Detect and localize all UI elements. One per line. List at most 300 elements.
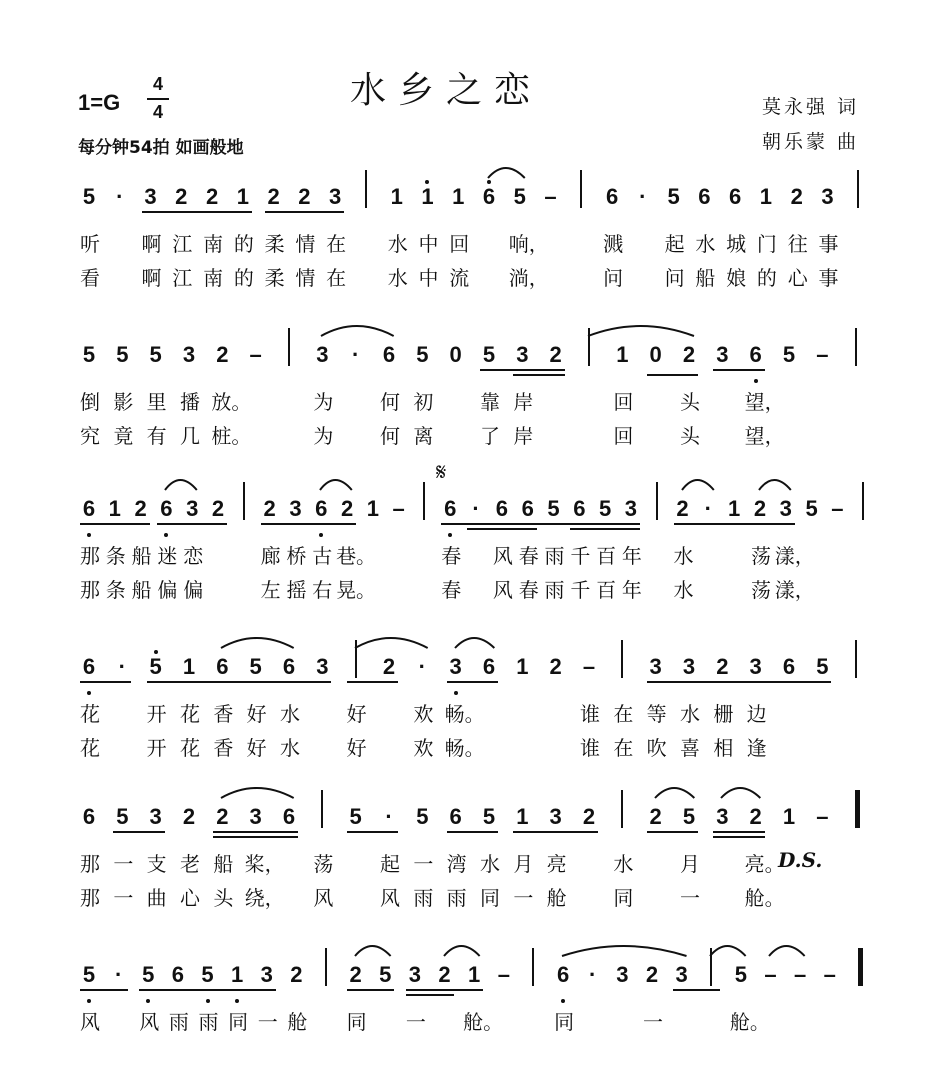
augmentation-dot: ·	[118, 654, 126, 679]
lyric-syllable: 月	[680, 852, 700, 876]
lyric-syllable: 船	[213, 852, 234, 876]
lyric-syllable: 何	[380, 390, 400, 414]
note: 3	[749, 654, 762, 679]
lyric-syllable: 南	[203, 232, 224, 256]
eighth-underline	[647, 681, 832, 683]
lyric-syllable: 花	[180, 736, 200, 760]
lyric-syllable: 水	[673, 578, 694, 602]
note: 1	[516, 654, 529, 679]
note: 5	[805, 496, 818, 521]
note: 6	[573, 496, 586, 521]
note: 5	[149, 654, 162, 679]
lyric-syllable: 水	[613, 852, 634, 876]
eighth-underline	[139, 989, 276, 991]
note: 6	[729, 184, 742, 209]
extension-dash: –	[249, 342, 262, 367]
lyric-syllable: 雨	[446, 886, 467, 910]
lyric-syllable: 香	[213, 702, 234, 726]
lyric-syllable: 恋	[183, 544, 204, 568]
lyric-syllable: 南	[203, 266, 224, 290]
lyric-syllable: 水	[280, 736, 300, 760]
lyric-syllable: 一	[257, 1010, 278, 1034]
note: 5	[116, 804, 129, 829]
lyric-syllable: 初	[413, 390, 434, 414]
lyric-syllable: 谁	[580, 702, 600, 726]
lyric-syllable: 迷	[157, 544, 178, 568]
tie-slur	[219, 784, 298, 800]
lyric-syllable: 岸	[513, 390, 534, 414]
lyric-syllable: 事	[818, 232, 839, 256]
lyric-syllable: 娘	[726, 266, 747, 290]
final-barline	[858, 948, 863, 986]
note: 3	[516, 342, 529, 367]
lyric-syllable: 边	[746, 702, 767, 726]
tempo-marking: 每分钟54拍 如画般地	[78, 138, 244, 158]
extension-dash: –	[392, 496, 405, 521]
note: 5	[547, 496, 560, 521]
lyric-syllable: 门	[756, 232, 777, 256]
note: 1	[108, 496, 121, 521]
tie-slur	[163, 476, 201, 492]
lyric-syllable: 倒	[80, 390, 100, 414]
lower-octave-dot	[454, 691, 458, 695]
barline	[621, 790, 623, 828]
lyric-syllable: 那	[80, 852, 100, 876]
note: 6	[521, 496, 534, 521]
lyric-syllable: 回	[613, 390, 634, 414]
note: 6	[444, 496, 457, 521]
note: 3	[316, 654, 329, 679]
lyric-syllable: 水	[680, 702, 700, 726]
lyric-syllable: 竟	[113, 424, 134, 448]
note: 1	[452, 184, 465, 209]
lyrics-verse-2	[72, 420, 892, 446]
note: 2	[649, 804, 662, 829]
lyric-syllable: 好	[246, 736, 267, 760]
note: 3	[186, 496, 199, 521]
lyrics-verse-2	[72, 574, 892, 600]
note: 3	[716, 804, 729, 829]
lyric-syllable: 城	[726, 232, 747, 256]
eighth-underline	[713, 831, 764, 833]
note: 5	[349, 804, 362, 829]
tie-slur	[708, 942, 750, 958]
note: 5	[667, 184, 680, 209]
note: 5	[249, 654, 262, 679]
note: 2	[216, 342, 229, 367]
song-title: 水乡之恋	[350, 70, 543, 111]
sixteenth-underline	[467, 528, 537, 530]
lyric-syllable: 偏	[183, 578, 204, 602]
lyric-syllable: 何	[380, 424, 400, 448]
lyric-syllable: 老	[180, 852, 200, 876]
note: 2	[382, 654, 396, 679]
lyric-syllable: 望，	[744, 390, 785, 414]
lyric-syllable: 回	[449, 232, 470, 256]
lyric-syllable: 春	[518, 544, 539, 568]
lyric-syllable: 船	[131, 578, 152, 602]
augmentation-dot: ·	[589, 962, 597, 987]
note: 1	[182, 654, 196, 679]
lyric-syllable: 巷。	[336, 544, 377, 568]
lyric-syllable: 溅	[603, 232, 624, 256]
lyric-syllable: 开	[146, 702, 167, 726]
lyric-syllable: 年	[621, 544, 642, 568]
lyric-syllable: 同	[554, 1010, 575, 1034]
note: 5	[142, 962, 155, 987]
note: 2	[267, 184, 280, 209]
augmentation-dot: ·	[385, 804, 393, 829]
notation-line	[72, 958, 892, 998]
lyric-syllable: 欢	[413, 736, 434, 760]
notation-line	[72, 180, 892, 220]
eighth-underline	[647, 831, 698, 833]
extension-dash: –	[764, 962, 777, 987]
note: 6	[82, 496, 96, 521]
lyric-syllable: 的	[233, 266, 254, 290]
note: 6	[160, 496, 173, 521]
lyric-syllable: 支	[146, 852, 167, 876]
eighth-underline	[213, 831, 298, 833]
note: 2	[549, 342, 562, 367]
lyric-syllable: 在	[326, 232, 347, 256]
lyric-syllable: 事	[818, 266, 839, 290]
lyric-syllable: 舱	[546, 886, 567, 910]
lyric-syllable: 风	[380, 886, 400, 910]
lyric-syllable: 春	[518, 578, 539, 602]
tie-slur	[653, 784, 698, 800]
note: 2	[438, 962, 451, 987]
lyric-syllable: 影	[113, 390, 134, 414]
note: 6	[782, 654, 796, 679]
eighth-underline	[441, 523, 640, 525]
lyric-syllable: 雨	[544, 578, 565, 602]
lyric-syllable: 晃。	[336, 578, 377, 602]
barline	[365, 170, 367, 208]
lyric-syllable: 同	[613, 886, 634, 910]
lyric-syllable: 吹	[646, 736, 667, 760]
note: 1	[468, 962, 481, 987]
lyric-syllable: 播	[180, 390, 200, 414]
note: 1	[231, 962, 244, 987]
tie-slur	[353, 634, 432, 650]
lyric-syllable: 月	[513, 852, 534, 876]
note: 5	[734, 962, 747, 987]
tie-slur	[442, 942, 484, 958]
lyric-syllable: 好	[346, 702, 367, 726]
note: 5	[82, 184, 96, 209]
note: 3	[149, 804, 162, 829]
note: 6	[282, 804, 296, 829]
lyric-syllable: 喜	[680, 736, 700, 760]
lyric-syllable: 舱。	[744, 886, 785, 910]
note: 5	[416, 804, 429, 829]
barline	[325, 948, 327, 986]
note: 2	[340, 496, 354, 521]
note: 2	[175, 184, 188, 209]
lyric-syllable: 亮	[546, 852, 567, 876]
note: 3	[260, 962, 273, 987]
dal-segno-mark: D.S.	[778, 848, 823, 872]
note: 2	[211, 496, 225, 521]
sixteenth-underline	[213, 836, 298, 838]
barline	[656, 482, 658, 520]
sixteenth-underline	[713, 836, 764, 838]
augmentation-dot: ·	[472, 496, 480, 521]
tie-slur	[680, 476, 718, 492]
lyric-syllable: 摇	[286, 578, 307, 602]
eighth-underline	[347, 989, 395, 991]
lyric-syllable: 偏	[157, 578, 178, 602]
lyric-syllable: 一	[113, 852, 134, 876]
note: 2	[263, 496, 276, 521]
lyric-syllable: 头	[680, 390, 700, 414]
lyric-syllable: 岸	[513, 424, 534, 448]
note: 6	[315, 496, 328, 521]
augmentation-dot: ·	[418, 654, 426, 679]
lyric-syllable: 心	[180, 886, 200, 910]
lyric-syllable: 桩。	[211, 424, 252, 448]
lyric-syllable: 回	[613, 424, 634, 448]
lyric-syllable: 荡	[750, 578, 771, 602]
note: 5	[416, 342, 429, 367]
lyric-syllable: 靠	[480, 390, 500, 414]
note: 5	[379, 962, 392, 987]
lyric-syllable: 条	[105, 544, 126, 568]
note: 3	[316, 342, 329, 367]
extension-dash: –	[497, 962, 510, 987]
barline	[621, 640, 623, 678]
lyric-syllable: 水	[695, 232, 716, 256]
lyric-syllable: 离	[413, 424, 434, 448]
note: 0	[649, 342, 662, 367]
sixteenth-underline	[647, 374, 698, 376]
eighth-underline	[157, 523, 227, 525]
note: 1	[516, 804, 529, 829]
eighth-underline	[406, 989, 483, 991]
lyric-syllable: 栅	[713, 702, 734, 726]
lyric-syllable: 一	[642, 1010, 663, 1034]
barline	[243, 482, 245, 520]
lyric-syllable: 头	[680, 424, 700, 448]
lyric-syllable: 畅。	[444, 702, 485, 726]
lyric-syllable: 起	[380, 852, 400, 876]
note: 6	[82, 654, 96, 679]
note: 5	[599, 496, 612, 521]
lyric-syllable: 春	[441, 544, 462, 568]
augmentation-dot: ·	[114, 962, 123, 987]
note: 2	[749, 804, 762, 829]
lyric-syllable: 中	[418, 232, 439, 256]
note: 5	[201, 962, 214, 987]
barline	[855, 640, 857, 678]
note: 2	[134, 496, 147, 521]
note: 3	[249, 804, 262, 829]
lyric-syllable: 雨	[198, 1010, 219, 1034]
upper-octave-dot	[154, 650, 158, 654]
note: 0	[449, 342, 462, 367]
lyric-syllable: 廊	[260, 544, 281, 568]
note: 1	[759, 184, 773, 209]
lyric-syllable: 水	[387, 266, 408, 290]
tie-slur	[757, 476, 795, 492]
sixteenth-underline	[570, 528, 640, 530]
lyric-syllable: 看	[80, 266, 100, 290]
lyric-syllable: 等	[646, 702, 667, 726]
eighth-underline	[172, 211, 252, 213]
lyric-syllable: 听	[80, 232, 100, 256]
lyrics-verse-1	[72, 540, 892, 566]
lower-octave-dot	[146, 999, 150, 1003]
lyric-syllable: 情	[295, 232, 316, 256]
lyric-syllable: 那	[80, 886, 100, 910]
lyric-syllable: 望，	[744, 424, 785, 448]
note: 3	[144, 184, 157, 209]
eighth-underline	[673, 989, 721, 991]
note: 1	[236, 184, 249, 209]
lyric-syllable: 水	[480, 852, 500, 876]
lyric-syllable: 为	[313, 390, 334, 414]
note: 3	[716, 342, 729, 367]
eighth-underline	[265, 211, 345, 213]
note: 1	[390, 184, 403, 209]
extension-dash: –	[582, 654, 596, 679]
note: 3	[616, 962, 629, 987]
barline	[532, 948, 534, 986]
lyric-syllable: 舱	[287, 1010, 308, 1034]
eighth-underline	[347, 681, 398, 683]
note: 5	[149, 342, 162, 367]
note: 6	[482, 654, 496, 679]
lyric-syllable: 放。	[211, 390, 252, 414]
tie-slur	[319, 322, 398, 338]
extension-dash: –	[544, 184, 557, 209]
lyric-syllable: 好	[346, 736, 367, 760]
note: 5	[682, 804, 696, 829]
note: 3	[449, 654, 462, 679]
lyric-syllable: 一	[413, 852, 434, 876]
lyric-syllable: 香	[213, 736, 234, 760]
note: 5	[816, 654, 829, 679]
lyric-syllable: 头	[213, 886, 234, 910]
notation-line	[72, 338, 892, 378]
lyric-syllable: 荡	[750, 544, 771, 568]
lyric-syllable: 水	[280, 702, 300, 726]
note: 6	[749, 342, 762, 367]
note: 3	[649, 654, 662, 679]
augmentation-dot: ·	[351, 342, 360, 367]
note: 3	[329, 184, 342, 209]
final-barline	[855, 790, 860, 828]
lyrics-verse-2	[72, 262, 892, 288]
time-signature-divider	[147, 98, 169, 100]
note: 2	[205, 184, 219, 209]
barline	[862, 482, 864, 520]
note: 6	[171, 962, 184, 987]
augmentation-dot: ·	[704, 496, 712, 521]
tie-slur	[318, 476, 356, 492]
lower-octave-dot	[87, 533, 91, 537]
notation-line	[72, 492, 892, 532]
lyric-syllable: 那	[80, 544, 100, 568]
note: 1	[421, 184, 434, 209]
lyric-syllable: 舱。	[729, 1010, 770, 1034]
lyric-syllable: 柔	[264, 232, 285, 256]
lyric-syllable: 曲	[146, 886, 167, 910]
lyric-syllable: 千	[570, 578, 591, 602]
lyric-syllable: 湾	[446, 852, 467, 876]
lyric-syllable: 在	[613, 736, 634, 760]
lyric-syllable: 谁	[580, 736, 600, 760]
notation-line	[72, 800, 892, 840]
lyrics-verse-2	[72, 732, 892, 758]
lyric-syllable: 起	[664, 232, 685, 256]
lyric-syllable: 往	[787, 232, 808, 256]
note: 6	[698, 184, 711, 209]
lyric-syllable: 同	[480, 886, 500, 910]
upper-octave-dot	[487, 180, 491, 184]
note: 6	[216, 654, 229, 679]
lyric-syllable: 风	[80, 1010, 100, 1034]
lower-octave-dot	[87, 999, 91, 1003]
note: 2	[298, 184, 311, 209]
eighth-underline	[113, 831, 164, 833]
augmentation-dot: ·	[116, 184, 124, 209]
lyric-syllable: 有	[146, 424, 167, 448]
note: 5	[116, 342, 129, 367]
lyric-syllable: 花	[80, 702, 100, 726]
lyric-syllable: 风	[313, 886, 334, 910]
lyric-syllable: 亮。	[744, 852, 785, 876]
lyric-syllable: 畅。	[444, 736, 485, 760]
lyric-syllable: 欢	[413, 702, 434, 726]
eighth-underline	[80, 523, 150, 525]
time-signature-denominator: 4	[152, 102, 163, 122]
note: 6	[556, 962, 570, 987]
note: 3	[779, 496, 792, 521]
eighth-underline	[674, 523, 795, 525]
lyric-syllable: 在	[326, 266, 347, 290]
lyrics-verse-2	[72, 882, 892, 908]
lyric-syllable: 雨	[544, 544, 565, 568]
lyric-syllable: 问	[664, 266, 685, 290]
tie-slur	[453, 634, 498, 650]
lyric-syllable: 雨	[168, 1010, 189, 1034]
sixteenth-underline	[513, 374, 564, 376]
lyric-syllable: 风	[492, 544, 513, 568]
lyric-syllable: 一	[513, 886, 534, 910]
tie-slur	[219, 634, 298, 650]
eighth-underline	[447, 831, 498, 833]
note: 2	[790, 184, 803, 209]
time-signature-numerator: 4	[152, 74, 163, 94]
barline	[855, 328, 857, 366]
lyric-syllable: 雨	[413, 886, 434, 910]
note: 2	[290, 962, 303, 987]
note: 6	[495, 496, 509, 521]
note: 3	[821, 184, 834, 209]
lyric-syllable: 一	[680, 886, 700, 910]
note: 1	[782, 804, 796, 829]
barline	[423, 482, 425, 520]
lyric-syllable: 舱。	[463, 1010, 504, 1034]
note: 1	[366, 496, 379, 521]
lyric-syllable: 船	[695, 266, 716, 290]
barline	[288, 328, 290, 366]
tie-slur	[486, 164, 529, 180]
lyrics-verse-1	[72, 1006, 892, 1032]
extension-dash: –	[831, 496, 844, 521]
